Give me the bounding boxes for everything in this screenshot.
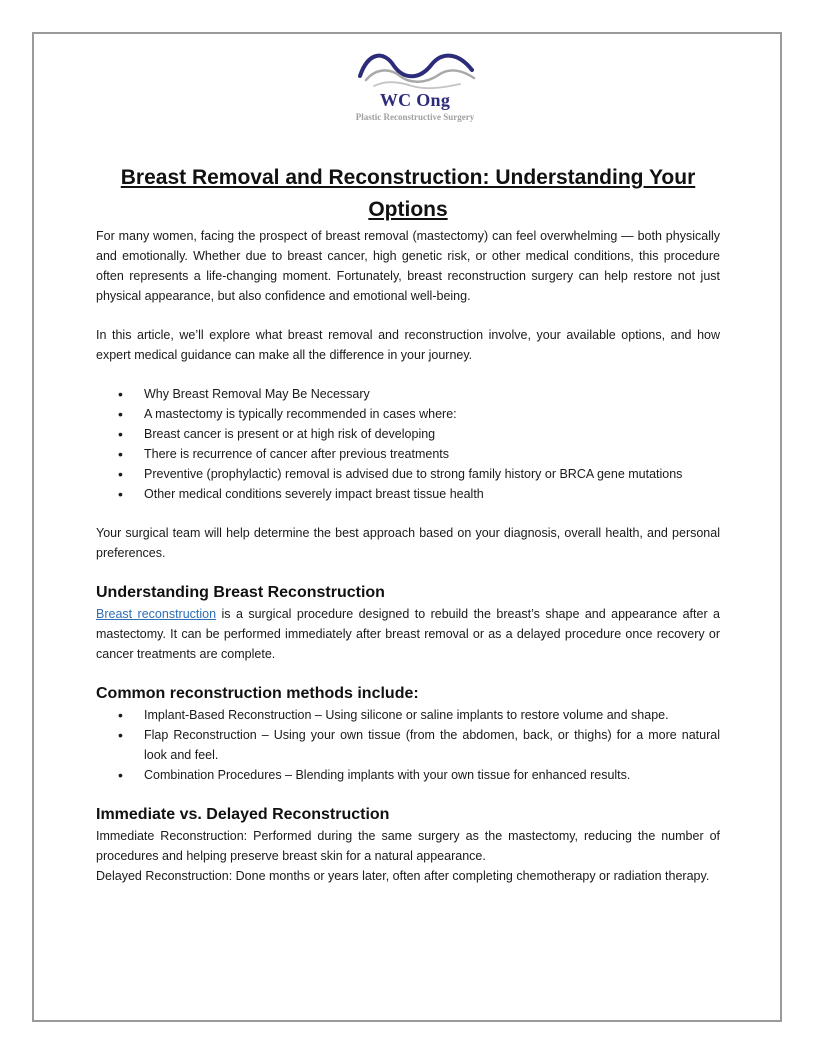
logo-name: WC Ong [379, 90, 451, 110]
list-item: • Preventive (prophylactic) removal is advised due to strong family history or BRCA gene mutations [96, 464, 720, 484]
list-item: • Combination Procedures – Blending implants with your own tissue for enhanced results. [96, 765, 720, 785]
immediate-reconstruction-paragraph: Immediate Reconstruction: Performed during the same surgery as the mastectomy, reducing the number of procedures and helping preserve breast skin for a natural appearance. [96, 829, 720, 863]
article-body [96, 162, 720, 886]
logo-subtitle: Plastic Reconstructive Surgery [355, 112, 475, 122]
intro-paragraph-2: In this article, we’ll explore what breast removal and reconstruction involve, your available options, and how expert medical guidance can make all the difference in your journey. [96, 328, 720, 362]
timing-heading: Immediate vs. Delayed Reconstruction [96, 806, 390, 823]
wave-logo-icon [350, 46, 480, 92]
understanding-paragraph [96, 604, 720, 664]
reasons-list [96, 384, 720, 504]
breast-reconstruction-link[interactable]: Breast reconstruction [96, 607, 217, 621]
methods-heading: Common reconstruction methods include: [96, 685, 419, 702]
list-item: • Implant-Based Reconstruction – Using silicone or saline implants to restore volume and shape. [96, 705, 720, 725]
clinic-logo [340, 46, 490, 130]
list-item: • There is recurrence of cancer after previous treatments [96, 444, 720, 464]
list-item: • Other medical conditions severely impact breast tissue health [96, 484, 720, 504]
list-item: • Why Breast Removal May Be Necessary [96, 384, 720, 404]
delayed-reconstruction-paragraph: Delayed Reconstruction: Done months or years later, often after completing chemotherapy or radiation therapy. [96, 869, 710, 883]
intro-paragraph-1: For many women, facing the prospect of breast removal (mastectomy) can feel overwhelming — both physically and emotionally. Whether due to breast cancer, high genetic risk, or other medical conditions, this procedure often represents a life-changing moment. Fortunately, breast reconstruction surgery can help restore not just physical appearance, but also confidence and emotional well-being. [96, 229, 720, 303]
surgical-team-paragraph: Your surgical team will help determine the best approach based on your diagnosis, overall health, and personal preferences. [96, 526, 720, 560]
list-item: • Breast cancer is present or at high risk of developing [96, 424, 720, 444]
methods-list [96, 705, 720, 785]
list-item: • A mastectomy is typically recommended in cases where: [96, 404, 720, 424]
understanding-text: is a surgical procedure designed to rebuild the breast’s shape and appearance after a mastectomy. It can be performed immediately after breast removal or as a delayed procedure once recovery or cancer treatments are complete. [96, 607, 720, 661]
list-item: • Flap Reconstruction – Using your own tissue (from the abdomen, back, or thighs) for a more natural look and feel. [96, 725, 720, 765]
understanding-heading: Understanding Breast Reconstruction [96, 584, 385, 601]
article-title: Breast Removal and Reconstruction: Understanding Your Options [120, 166, 696, 221]
